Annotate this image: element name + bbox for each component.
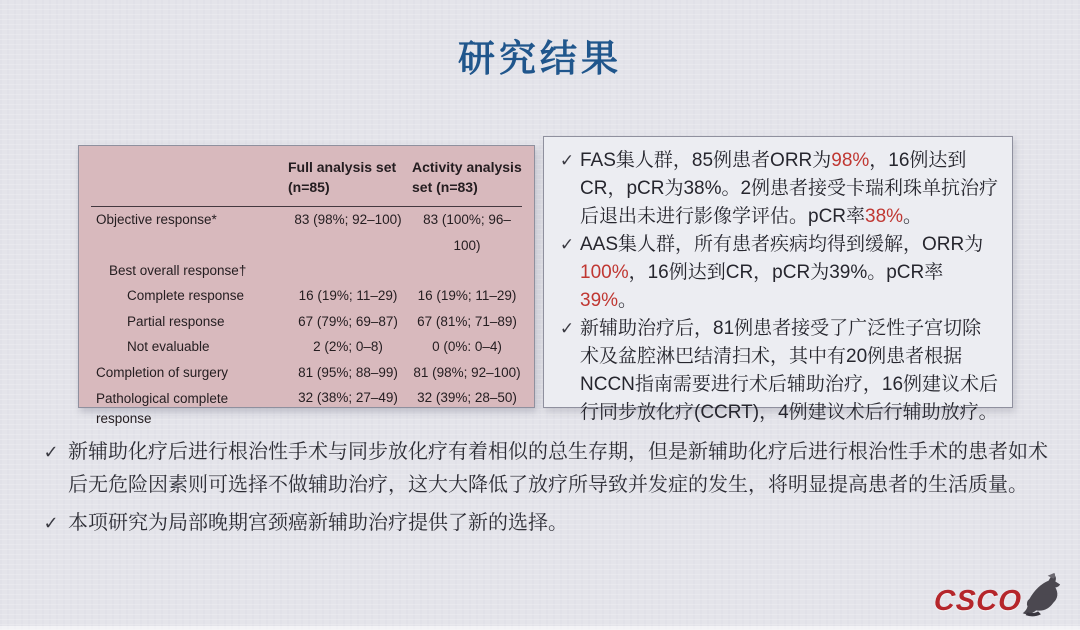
row-label: Partial response xyxy=(127,313,225,329)
table-row xyxy=(91,207,522,258)
checkmark-icon: ✓ xyxy=(559,235,575,254)
row-label: Objective response* xyxy=(96,212,217,228)
finding-item xyxy=(554,231,1000,315)
conclusion-item xyxy=(34,507,1052,540)
row-aas-value: 67 (81%; 71–89) xyxy=(417,313,517,329)
conclusions-section xyxy=(34,436,1052,545)
finding-item xyxy=(554,315,1000,427)
finding-text: 新辅助治疗后，81例患者接受了广泛性子宫切除术及盆腔淋巴结清扫术，其中有20例患者根据NCCN指南需要进行术后辅助治疗，16例建议术后行同步放化疗(CCRT)，4例建议术后行辅助放疗。 xyxy=(580,318,999,423)
conclusion-item xyxy=(34,436,1052,502)
table-row xyxy=(91,283,522,308)
row-label: Completion of surgery xyxy=(96,364,229,380)
row-fas-value: 2 (2%; 0–8) xyxy=(313,339,383,355)
page-title: 研究结果 xyxy=(458,38,622,79)
table-row xyxy=(91,385,522,436)
csco-logo-text: CSCO xyxy=(933,585,1024,617)
table-row xyxy=(91,258,522,283)
row-fas-value: 83 (98%; 92–100) xyxy=(294,212,402,228)
table-header-empty xyxy=(91,158,284,197)
row-fas-value: 32 (38%; 27–49) xyxy=(298,390,398,406)
row-label: Complete response xyxy=(127,288,245,304)
checkmark-icon: ✓ xyxy=(559,319,575,338)
row-fas-value: 16 (19%; 11–29) xyxy=(298,288,398,304)
table-row xyxy=(91,334,522,359)
row-aas-value: 81 (98%; 92–100) xyxy=(413,364,521,380)
csco-mascot-icon xyxy=(1016,570,1064,620)
row-aas-value: 0 (0%: 0–4) xyxy=(432,339,502,355)
checkmark-icon: ✓ xyxy=(43,442,59,462)
table-row xyxy=(91,360,522,385)
table-row xyxy=(91,309,522,334)
row-label: Best overall response† xyxy=(109,263,247,278)
conclusion-text: 本项研究为局部晚期宫颈癌新辅助治疗提供了新的选择。 xyxy=(68,512,568,534)
table-header-fas: Full analysis set (n=85) xyxy=(288,159,397,195)
row-label: Not evaluable xyxy=(127,339,210,355)
row-fas-value: 81 (95%; 88–99) xyxy=(298,364,398,380)
checkmark-icon: ✓ xyxy=(43,513,59,533)
row-aas-value: 83 (100%; 96–100) xyxy=(423,212,511,253)
table-header-aas: Activity analysis set (n=83) xyxy=(412,159,522,195)
table-header-row xyxy=(91,158,522,206)
finding-text: AAS集人群，所有患者疾病均得到缓解，ORR为100%，16例达到CR，pCR为39%。pCR率39%。 xyxy=(580,234,984,311)
findings-panel xyxy=(543,136,1013,423)
row-aas-value: 32 (39%; 28–50) xyxy=(417,390,517,406)
results-table xyxy=(78,145,535,427)
row-fas-value: 67 (79%; 69–87) xyxy=(298,313,398,329)
csco-logo xyxy=(934,570,1064,620)
checkmark-icon: ✓ xyxy=(559,151,575,170)
finding-text: FAS集人群，85例患者ORR为98%，16例达到CR，pCR为38%。2例患者接受卡瑞利珠单抗治疗后退出未进行影像学评估。pCR率38%。 xyxy=(580,150,999,227)
finding-item xyxy=(554,147,1000,231)
row-aas-value: 16 (19%; 11–29) xyxy=(417,288,517,304)
row-label: Pathological complete response xyxy=(96,391,229,427)
conclusion-text: 新辅助化疗后进行根治性手术与同步放化疗有着相似的总生存期，但是新辅助化疗后进行根治性手术的患者如术后无危险因素则可选择不做辅助治疗，这大大降低了放疗所导致并发症的发生，将明显提高患者的生活质量。 xyxy=(68,441,1048,496)
